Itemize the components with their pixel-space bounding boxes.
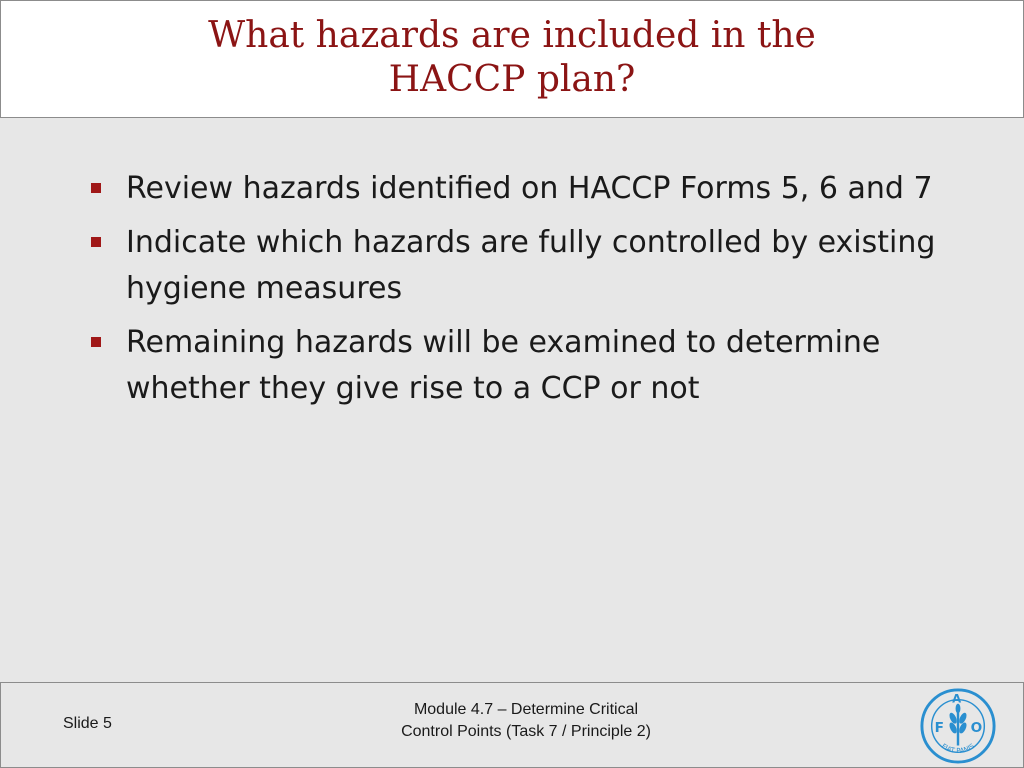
logo-letter-o: O (970, 719, 983, 736)
module-caption-line-1: Module 4.7 – Determine Critical (413, 701, 639, 718)
square-bullet-icon (91, 337, 101, 347)
bullet-item (86, 220, 986, 312)
slide-footer (0, 682, 1024, 768)
bullet-text: Remaining hazards will be examined to determine whether they give rise to a CCP or not (126, 325, 881, 406)
logo-letter-f: F (934, 719, 944, 736)
logo-letter-a: A (952, 691, 962, 706)
bullet-text: Indicate which hazards are fully controlled by existing hygiene measures (126, 225, 936, 306)
slide-number: Slide 5 (63, 715, 112, 732)
bullet-text: Review hazards identified on HACCP Forms 5, 6 and 7 (126, 171, 933, 206)
slide-title (0, 14, 1024, 102)
module-caption-line-2: Control Points (Task 7 / Principle 2) (401, 723, 651, 740)
bullet-item (86, 166, 986, 212)
bullet-item (86, 320, 986, 412)
fao-logo-icon (919, 687, 997, 765)
module-caption (341, 699, 711, 743)
square-bullet-icon (91, 183, 101, 193)
slide-title-line-2: HACCP plan? (388, 59, 636, 100)
square-bullet-icon (91, 237, 101, 247)
slide-title-line-1: What hazards are included in the (208, 15, 816, 56)
bullet-list (86, 166, 986, 420)
logo-motto: FIAT PANIS (939, 742, 977, 755)
